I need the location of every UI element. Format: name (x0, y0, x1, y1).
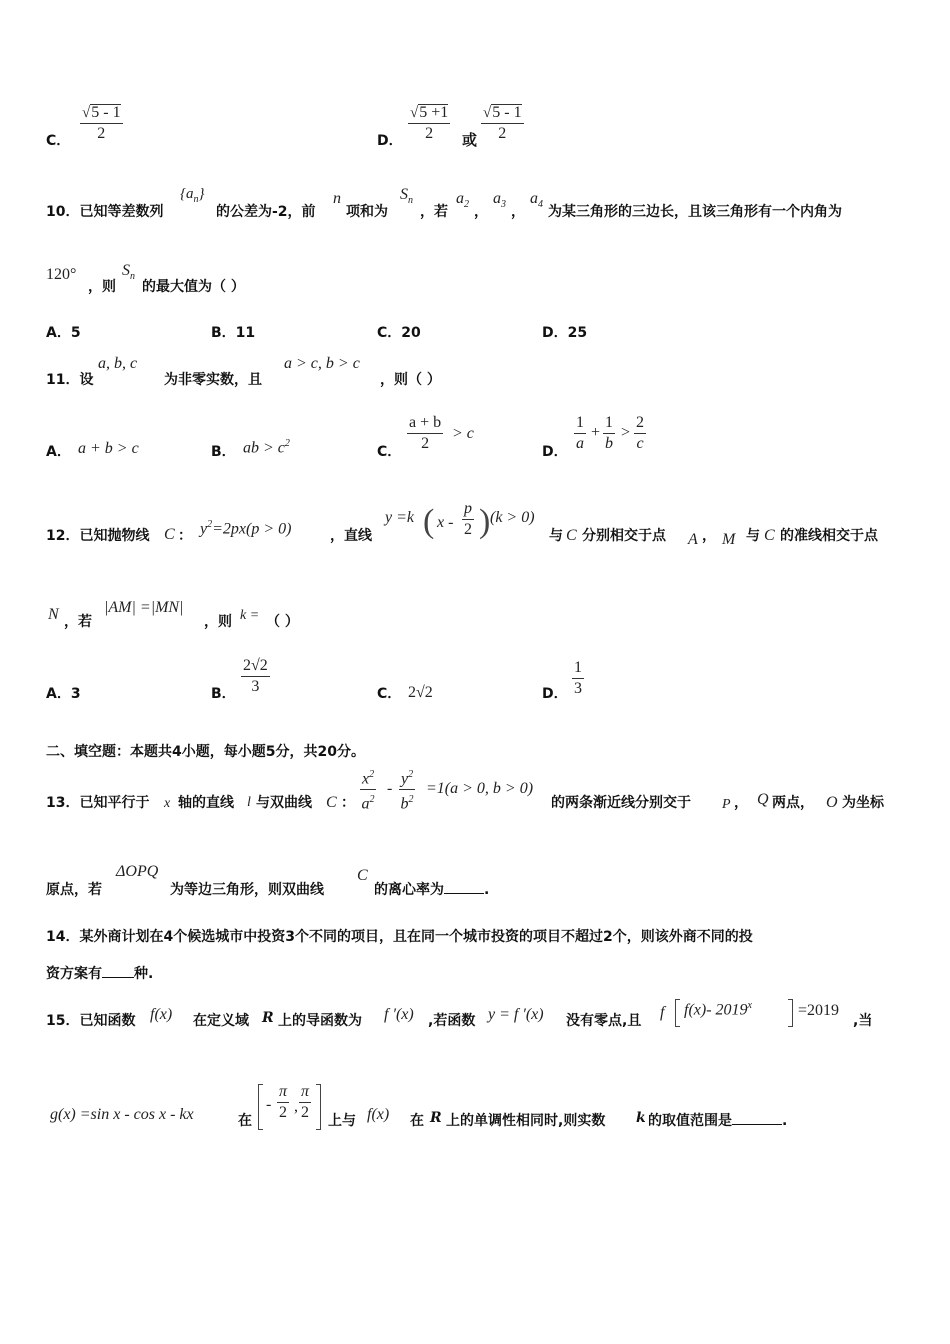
q11-option-d-frac-1: $\frac{1}{a}$ (576, 414, 584, 452)
q15-r-2: R (430, 1110, 442, 1126)
q12-text-8: ，若 (64, 614, 92, 630)
q12-text-7: 的准线相交于点 (780, 528, 878, 544)
q12-option-b-label: B． (211, 686, 236, 702)
q9-option-d-label: D． (377, 133, 403, 149)
q12-c: C (164, 526, 175, 543)
q15-text-5: 没有零点,且 (566, 1013, 642, 1029)
q13-q: Q (757, 791, 769, 808)
q13-comma: ， (734, 795, 748, 811)
q11-vars: a, b, c (98, 355, 138, 372)
q11-option-d-frac-2: $\frac{1}{b}$ (605, 414, 613, 452)
q15-text-2: 在定义域 (193, 1013, 249, 1029)
q12-text-9: ，则 (204, 614, 232, 630)
q15-text-9: 在 (410, 1113, 424, 1129)
q10-text-2: 的公差为-2，前 (216, 204, 316, 220)
q10-text-4: ，若 (420, 204, 448, 220)
q12-text-10: （ ） (266, 614, 299, 630)
q11-option-d-gt: > (621, 424, 631, 441)
q10-comma-1: ， (474, 204, 488, 220)
q15-answer-blank[interactable] (732, 1112, 782, 1125)
q12-text-6: 与 (746, 528, 760, 544)
q15-interval-frac-2: $\frac{\pi}{2}$ (301, 1083, 310, 1121)
q15-interval-minus: - (266, 1096, 272, 1113)
q12-text-2: ，直线 (330, 528, 372, 544)
q12-text-3: 与 (549, 528, 563, 544)
q15-text-3: 上的导函数为 (278, 1013, 362, 1029)
q12-option-d-frac: $\frac{1}{3}$ (574, 659, 582, 697)
q9-option-c-label: C． (46, 133, 71, 149)
q14-line-2: 资方案有 种. (46, 966, 154, 982)
q11-condition: a > c, b > c (284, 355, 360, 372)
q15-text-7: 在 (238, 1113, 252, 1129)
q15-bracket-right (788, 999, 793, 1027)
q13-text-2: 轴的直线 (178, 795, 234, 811)
q10-comma-2: ， (511, 204, 525, 220)
q9-option-c-fraction: $\frac{√5 - 1}{2}$ (82, 104, 121, 142)
q12-k: k = (240, 608, 260, 623)
q13-colon: ： (341, 795, 355, 811)
q15-text-4: ,若函数 (428, 1013, 476, 1029)
q13-triangle: ΔOPQ (116, 863, 159, 880)
q13-text-8: 为等边三角形，则双曲线 (170, 882, 324, 898)
q13-l: l (247, 795, 251, 810)
q13-text-5: 两点， (772, 795, 814, 811)
q15-r: R (262, 1010, 274, 1026)
q10-text-7: 的最大值为（ ） (142, 279, 245, 295)
q10-text-6: ，则 (88, 279, 116, 295)
q15-fx: f(x) (150, 1006, 173, 1023)
q15-ff: f (660, 1004, 665, 1021)
q11-option-d-plus: + (591, 424, 601, 441)
section-2-heading: 二、填空题：本题共4小题，每小题5分，共20分。 (46, 744, 365, 760)
q15-interval-frac-1: $\frac{\pi}{2}$ (279, 1083, 288, 1121)
q11-option-b-expr: ab > $c^2$ (243, 438, 290, 457)
q10-angle: 120° (46, 266, 77, 283)
q15-inner: f(x)- 2019$^x$ (684, 1000, 752, 1019)
q12-point-n: N (48, 606, 59, 623)
q13-eq-rest: =1(a > 0, b > 0) (426, 780, 534, 797)
q9-option-d-or: 或 (462, 131, 478, 149)
q12-c-2: C (566, 527, 577, 544)
q13-answer-blank[interactable] (444, 881, 484, 894)
q10-sn: $S_n$ (400, 186, 413, 207)
q10-set: $\{a_n\}$ (180, 186, 205, 205)
q13-o: O (826, 794, 838, 811)
q12-text-4: 分别相交于点 (582, 528, 666, 544)
q12-point-m: M (722, 531, 736, 548)
q15-text-10: 上的单调性相同时,则实数 (446, 1113, 606, 1129)
q10-a2: $a_2$ (456, 190, 469, 211)
q10-option-b: B．11 (211, 325, 256, 341)
q12-c-3: C (764, 527, 775, 544)
q10-text-3: 项和为 (346, 204, 388, 220)
q12-option-b-frac: $\frac{2√2}{3}$ (243, 657, 268, 695)
q12-paren-open: ( (423, 503, 435, 540)
q15-text-6: ,当 (853, 1013, 873, 1029)
q10-option-d: D．25 (542, 325, 588, 341)
q11-option-c-label: C． (377, 444, 402, 460)
q15-text-8: 上与 (328, 1113, 356, 1129)
q15-yfp: y = f ′(x) (488, 1006, 544, 1023)
q10-n: n (333, 190, 341, 207)
q15-gx: g(x) =sin x - cos x - kx (50, 1106, 194, 1123)
q15-text-1: 15．已知函数 (46, 1013, 136, 1029)
q12-option-c-value: 2√2 (408, 684, 433, 701)
q9-option-d-fraction-2: $\frac{√5 - 1}{2}$ (483, 104, 522, 142)
q14-answer-blank[interactable] (102, 965, 134, 978)
q13-c: C (326, 794, 337, 811)
q12-line-frac: $\frac{p}{2}$ (464, 500, 472, 538)
q11-option-a-expr: a + b > c (78, 440, 139, 457)
q10-option-a: A．5 (46, 325, 81, 341)
q11-option-a-label: A． (46, 444, 71, 460)
q10-text-5: 为某三角形的三边长，且该三角形有一个内角为 (548, 204, 842, 220)
q11-option-b-label: B． (211, 444, 236, 460)
q13-text-9: 的离心率为 . (374, 882, 490, 898)
q13-p: P (722, 797, 731, 812)
q13-frac-1: $\frac{x^2}{a^2}$ (360, 766, 376, 814)
q12-text-5: ， (702, 528, 716, 544)
q9-option-d-fraction-1: $\frac{√5 +1}{2}$ (410, 104, 449, 142)
q12-abs-eq: |AM| =|MN| (104, 599, 184, 616)
q13-x: x (164, 796, 171, 811)
q13-c-2: C (357, 867, 368, 884)
q12-point-a: A (688, 531, 698, 548)
q11-text-1: 11．设 (46, 372, 94, 388)
q11-option-c-fraction: $\frac{a + b}{2}$ (409, 414, 442, 452)
q13-text-3: 与双曲线 (256, 795, 312, 811)
q12-line-x: x - (437, 514, 454, 531)
q13-frac-2: $\frac{y^2}{b^2}$ (399, 766, 415, 814)
q14-line-1: 14．某外商计划在4个候选城市中投资3个不同的项目，且在同一个城市投资的项目不超过2个，则该外商不同的投 (46, 929, 753, 945)
q12-parabola: $y^2=2px(p > 0)$ (200, 519, 292, 538)
q13-text-1: 13．已知平行于 (46, 795, 150, 811)
q11-text-2: 为非零实数，且 (164, 372, 262, 388)
q15-interval-right (316, 1084, 321, 1130)
q12-paren-close: ) (479, 503, 491, 540)
q15-fpx: f ′(x) (384, 1006, 414, 1023)
q11-option-c-rest: > c (452, 425, 474, 442)
q12-colon: ： (178, 528, 192, 544)
q11-text-3: ，则（ ） (380, 372, 441, 388)
q12-line-cond: (k > 0) (490, 509, 535, 526)
q15-fx-2: f(x) (367, 1106, 390, 1123)
q15-interval-left (258, 1084, 263, 1130)
q15-interval-comma: , (294, 1098, 298, 1115)
q15-k: k (636, 1110, 646, 1126)
q10-sn-2: $S_n$ (122, 262, 135, 283)
q11-option-d-frac-3: $\frac{2}{c}$ (636, 414, 644, 452)
q10-text-1: 10．已知等差数列 (46, 204, 164, 220)
q13-text-7: 原点，若 (46, 882, 102, 898)
q12-option-d-label: D． (542, 686, 568, 702)
q13-text-6: 为坐标 (842, 795, 884, 811)
q10-option-c: C．20 (377, 325, 421, 341)
q12-text-1: 12．已知抛物线 (46, 528, 150, 544)
q13-text-4: 的两条渐近线分别交于 (551, 795, 691, 811)
q10-a4: $a_4$ (530, 190, 543, 211)
q15-eq: =2019 (798, 1002, 840, 1019)
q11-option-d-label: D． (542, 444, 568, 460)
q15-text-11: 的取值范围是 . (648, 1113, 788, 1129)
q12-option-c-label: C． (377, 686, 402, 702)
q13-minus: - (387, 780, 393, 797)
q12-line-pre: y =k (385, 509, 414, 526)
q10-a3: $a_3$ (493, 190, 506, 211)
q15-bracket-left (675, 999, 680, 1027)
q12-option-a: A．3 (46, 686, 81, 702)
